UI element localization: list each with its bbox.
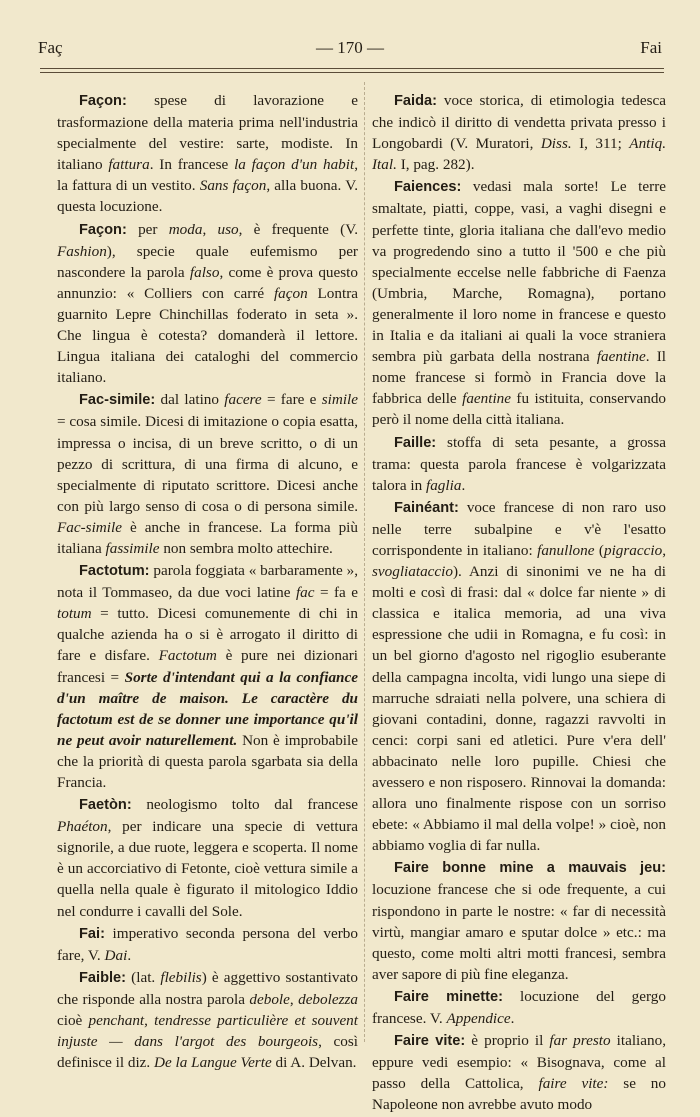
entry-text: Dai: [104, 946, 128, 964]
entry-text: Sans façon: [199, 177, 267, 195]
entry-headword: Faida:: [394, 93, 437, 109]
entry-text: ,: [289, 990, 299, 1008]
entry-text: cioè: [57, 1012, 89, 1030]
entry-text: fattura: [108, 156, 150, 174]
entry-text: (lat.: [131, 968, 161, 986]
entry-text: Fac-simile: [57, 518, 122, 536]
entry-text: Appendice: [446, 1010, 511, 1028]
entry-text: .: [510, 1010, 515, 1028]
entry-headword: Faible:: [79, 969, 127, 986]
entry-text: imperativo seconda persona del verbo fare, V.: [57, 924, 358, 964]
entry-text: penchant: [88, 1012, 145, 1030]
entry-text: I, pag. 282).: [396, 156, 475, 174]
entry-text: , la fattura di un vestito.: [57, 156, 358, 195]
entry-text: pigraccio: [603, 541, 663, 559]
entry-text: fu istituita, conservando però il nome della città italiana.: [372, 390, 667, 429]
entry-text: ), specie quale eufemismo per nascondere la parola: [57, 242, 358, 281]
entry-text: Diss.: [540, 135, 572, 153]
entry-text: voce storica, di etimologia tedesca che indicò il diritto di vendetta privata presso i Longobardi (V. Muratori,: [372, 92, 666, 153]
running-head-right: Fai: [640, 38, 662, 57]
entry-text: se no Napoleone non avrebbe avuto modo: [372, 1075, 666, 1114]
right-column: [372, 90, 666, 1117]
header-rule-double: [40, 72, 664, 73]
entry-text: dal latino: [160, 391, 225, 409]
entry-text: parola foggiata « barbaramente », nota il Tommaseo, da due voci latine: [57, 562, 358, 602]
entry-text: I, 311;: [571, 135, 630, 153]
entry-text: faire vite:: [538, 1075, 609, 1093]
dictionary-entry: [372, 986, 666, 1029]
entry-text: .: [127, 946, 132, 964]
dictionary-entry: [57, 794, 358, 922]
entry-text: . Il nome francese si formò in Francia dove la fabbrica delle: [372, 348, 667, 408]
entry-headword: Façon:: [79, 221, 127, 238]
dictionary-entry: [57, 389, 358, 559]
entry-text: moda: [168, 220, 203, 238]
entry-text: Lontra guarnito Lepre Chinchillas foderato in seta ». Che lingua è cotesta? domanderà il lettore. Lingua italiana dei cataloghi del commercio italiano.: [57, 284, 359, 387]
entry-text: Fashion: [57, 242, 107, 260]
entry-text: stoffa di seta pesante, a grossa trama: questa parola francese è volgarizzata talora in: [372, 433, 666, 494]
entry-text: , così definisce il diz.: [57, 1033, 358, 1072]
entry-text: locuzione francese che si ode frequente, a cui rispondono in parte le nostre: « far di necessità virtù, mangiar amaro e sputar dolce » etc.: ma questo, come molti altri motti francesi, sembra aver sapore di più fine eleganza.: [372, 881, 666, 983]
entry-text: faglia: [425, 476, 462, 494]
entry-text: tendresse particulière et souvent injuste — dans l'argot des bourgeois: [57, 1012, 358, 1051]
entry-headword: Faire bonne mine a mauvais jeu:: [394, 860, 666, 877]
page-header: [38, 38, 662, 62]
running-head-left: Faç: [38, 38, 63, 57]
entry-text: .: [461, 476, 466, 494]
entry-text: Factotum: [158, 647, 217, 665]
entry-text: . In francese: [149, 156, 235, 174]
entry-text: faentine: [462, 390, 512, 408]
entry-text: Antiq. Ital.: [372, 135, 666, 174]
entry-text: debolezza: [298, 990, 358, 1008]
entry-text: totum: [57, 605, 92, 623]
dictionary-entry: [57, 560, 358, 793]
entry-text: , è frequente (V.: [238, 220, 359, 238]
entry-headword: Faire minette:: [394, 988, 503, 1005]
dictionary-entry: [372, 857, 666, 985]
entry-text: italiano, eppure vedi esempio: « Bisognava, come al passo della Cattolica,: [372, 1032, 667, 1093]
left-column: [57, 90, 358, 1074]
entry-text: fac: [295, 584, 315, 602]
entry-headword: Fainéant:: [394, 499, 459, 516]
entry-text: Sorte d'intendant qui a la confiance d'un maître de maison. Le caractère du factotum est de se donner une importance qu'il ne peut avoir naturellement.: [57, 668, 358, 749]
dictionary-entry: [57, 90, 358, 218]
entry-headword: Faire vite:: [394, 1033, 466, 1050]
entry-text: = cosa simile. Dicesi di imitazione o copia esatta, impressa o incisa, di un breve scritto, o di un pezzo di scrittura, di una firma di alcuno, e specialmente di riputato scrittore. Dicesi anche con più largo senso di cosa o di persona simile.: [57, 413, 358, 515]
entry-text: flebilis: [160, 968, 202, 986]
entry-text: ,: [662, 541, 666, 559]
entry-headword: Façon:: [79, 93, 127, 109]
entry-text: la façon d'un habit: [234, 156, 355, 174]
entry-text: è proprio il: [471, 1032, 550, 1050]
dictionary-entry: [372, 497, 666, 857]
entry-headword: Factotum:: [79, 563, 150, 580]
entry-text: , alla buona. V. questa locuzione.: [57, 177, 359, 216]
entry-text: far presto: [549, 1032, 611, 1050]
entry-text: di A. Delvan.: [271, 1054, 357, 1072]
entry-headword: Faetòn:: [79, 797, 132, 814]
entry-text: faentine: [596, 348, 646, 366]
entry-text: Phaéton: [57, 818, 108, 836]
entry-text: simile: [321, 391, 358, 409]
entry-text: Non è improbabile che la priorità di questa parola sgarbata sia della Francia.: [57, 731, 358, 791]
entry-text: , per indicare una specie di vettura signorile, a due ruote, leggera e scoperta. Il nome è un accorciativo di Fetonte, cioè vettura simile a quella nella quale è figurato il mitologico Iddio nel condurre i cavalli del Sole.: [57, 818, 358, 920]
page-number: — 170 —: [316, 38, 384, 57]
entry-text: neologismo tolto dal francese: [146, 796, 358, 814]
dictionary-entry: [57, 967, 358, 1073]
entry-text: ). Anzi di sinonimi ve ne ha di molti e così di frasi: dal « dolce far niente » di classica e italica memoria, ad una viva espressione che udii in Romagna, e fu così: in un bel giorno d'agosto nel rigoglio esuberante della campagna incolta, vidi lungo una siepe di marruche sdraiati nella polvere, una schiera di giovani contadini, donne, ragazzi ravvolti in cenci: corpi sani ed atletici. Pure v'era dell' abbacinato nelle loro pupille. Chiesi che avessero e non risposero. Rinnovai la domanda: allora uno finalmente rispose con un sorriso ebete: « Abbiamo il mal della volpe! » cioè, non abbiamo voglia di far nulla.: [372, 563, 666, 855]
entry-text: falso: [189, 263, 220, 281]
entry-text: voce francese di non raro uso nelle terre subalpine e v'è l'esatto corrispondente in italiano:: [372, 498, 666, 559]
entry-text: vedasi mala sorte! Le terre smaltate, piatti, coppe, vasi, a vaghi disegni e perfette tinte, gloria italiana che dall'evo medio va progredendo sino a tutto il '500 e che più specialmente eccelse nelle fabbriche di Faenza (Umbria, Marche, Romagna), portano generalmente il loro nome in francese e questo in Italia e da italiani ai quali la voce straniera sembra più garbata della nostrana: [372, 178, 667, 366]
entry-text: ,: [202, 220, 218, 238]
entry-text: = tutto. Dicesi comunemente di chi in qualche azienda ha o si è arrogato il diritto di fare e disfare.: [57, 605, 358, 665]
entry-text: è pure nei dizionari francesi =: [57, 647, 358, 686]
entry-text: façon: [273, 284, 308, 302]
entry-text: (: [594, 541, 604, 559]
entry-text: locuzione del gergo francese. V.: [372, 987, 666, 1028]
entry-text: , come è prova questo annunzio: « Colliers con carré: [57, 263, 358, 302]
entry-text: debole: [249, 990, 290, 1008]
entry-text: ) è aggettivo sostantivato che risponde alla nostra parola: [57, 968, 358, 1008]
entry-text: uso: [217, 220, 239, 238]
column-divider: [364, 82, 365, 1042]
dictionary-entry: [372, 90, 666, 175]
entry-text: fassimile: [105, 539, 160, 557]
entry-text: = fare e: [261, 391, 322, 409]
dictionary-entry: [372, 176, 666, 430]
entry-text: De la Langue Verte: [154, 1054, 272, 1072]
entry-text: è anche in francese. La forma più italiana: [57, 518, 358, 557]
entry-headword: Faiences:: [394, 179, 462, 196]
entry-text: non sembra molto attechire.: [159, 539, 333, 557]
dictionary-entry: [372, 432, 666, 496]
entry-text: svogliataccio: [372, 563, 453, 581]
dictionary-entry: [57, 923, 358, 966]
entry-headword: Fac-simile:: [79, 392, 156, 409]
entry-headword: Faille:: [394, 434, 437, 451]
entry-text: facere: [224, 391, 262, 409]
entry-text: = fa e: [314, 584, 358, 602]
entry-text: fanullone: [537, 541, 595, 559]
entry-text: per: [138, 220, 169, 238]
header-rule: [40, 68, 664, 69]
dictionary-entry: [57, 219, 358, 389]
entry-text: ,: [144, 1012, 155, 1030]
entry-headword: Fai:: [79, 925, 105, 942]
dictionary-entry: [372, 1030, 666, 1115]
entry-text: spese di lavorazione e trasformazione della materia prima nell'industria specialmente del vestire: sarte, modiste. In italiano: [57, 92, 358, 174]
